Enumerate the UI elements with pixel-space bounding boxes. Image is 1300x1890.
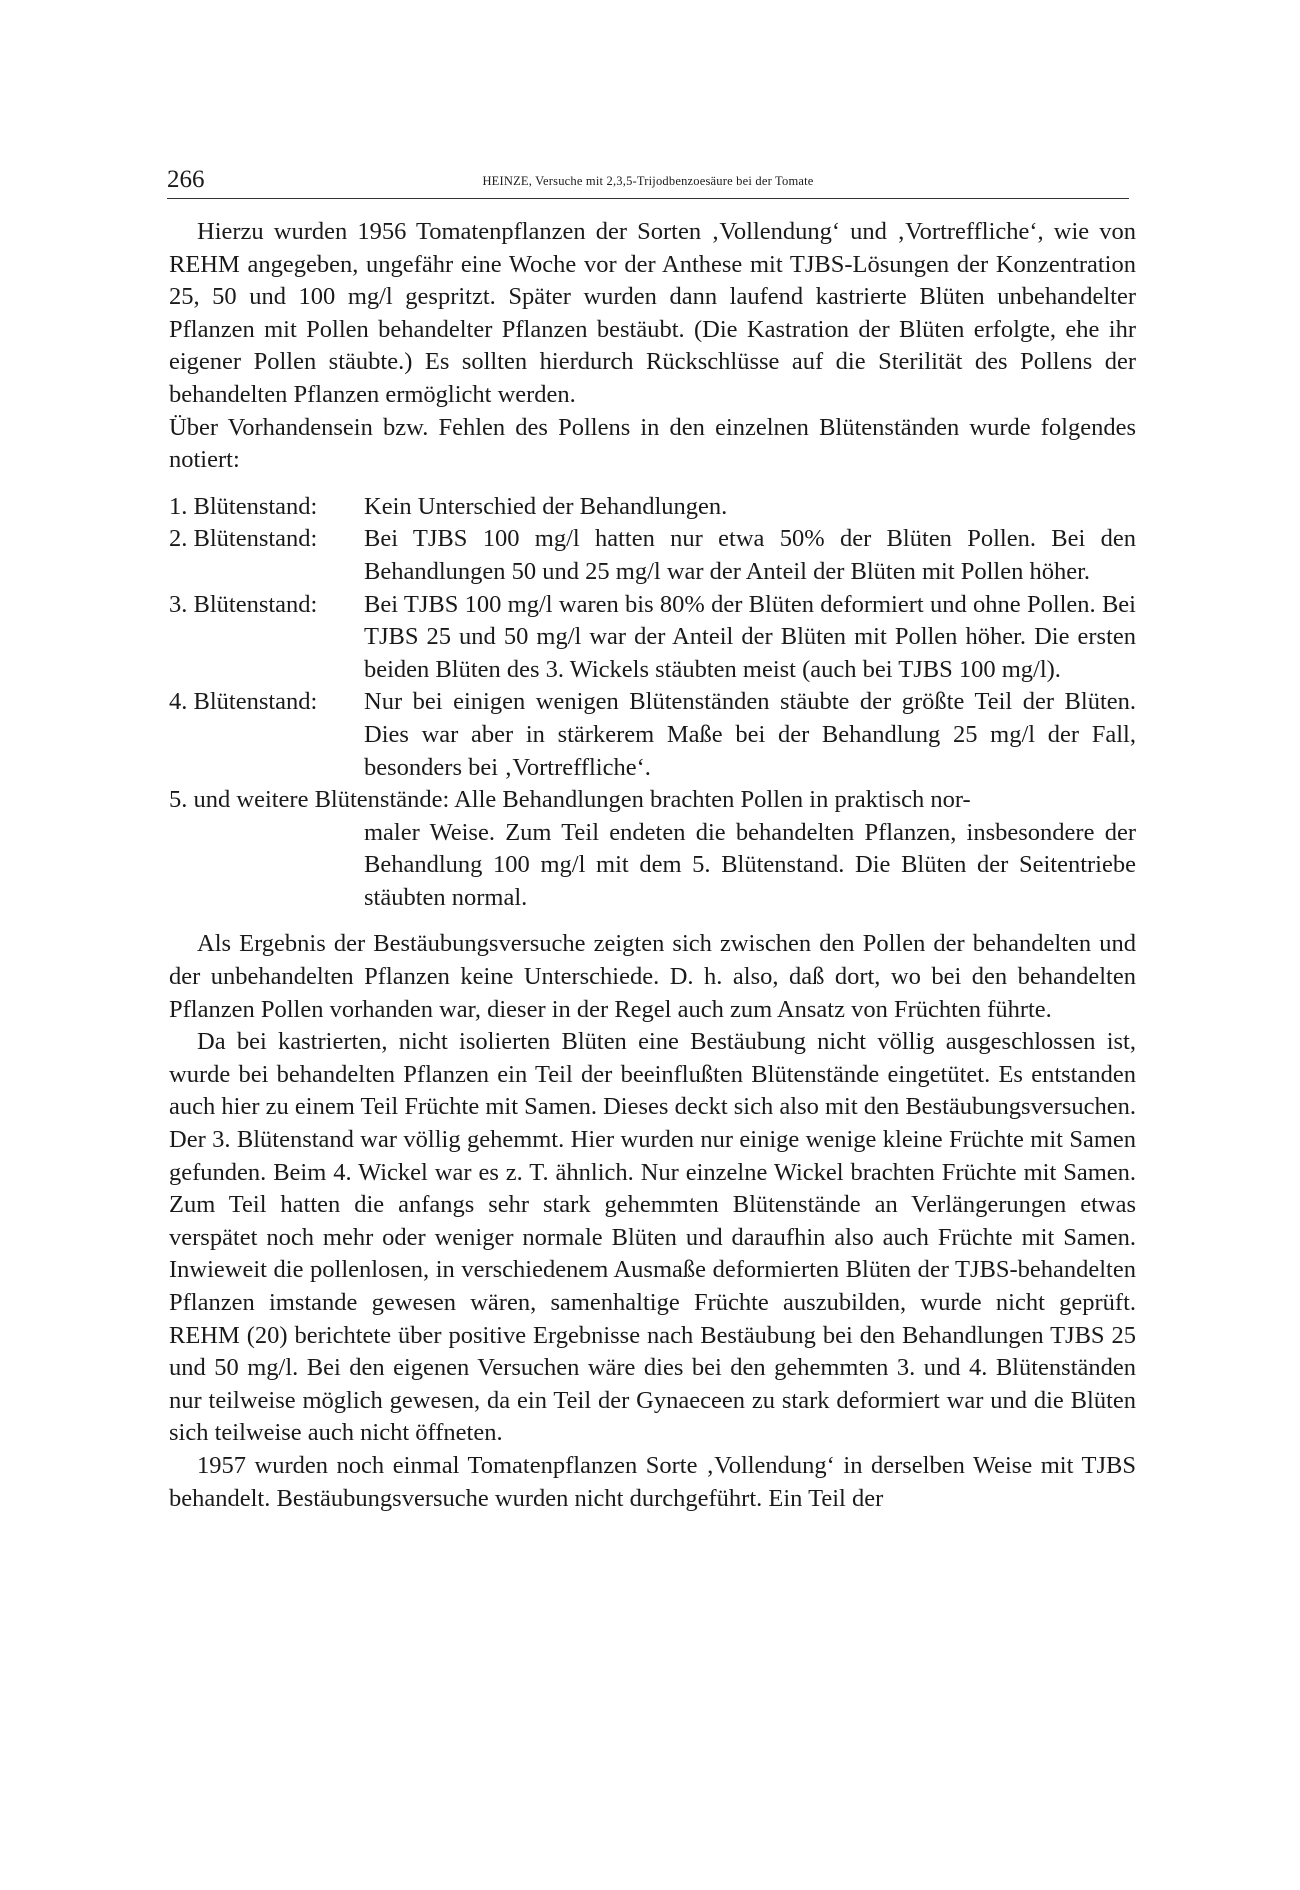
paragraph-results-2: Da bei kastrierten, nicht isolierten Blüten eine Bestäubung nicht völlig ausgeschlossen ist, wurde bei behandelten Pflanzen ein Teil der beeinflußten Blütenstände eingetütet. Es entstanden auch hier zu einem Teil Früchte mit Samen. Dieses deckt sich also mit den Bestäubungsversuchen. Der 3. Blütenstand war völlig gehemmt. Hier wurden nur einige wenige kleine Früchte mit Samen gefunden. Beim 4. Wickel war es z. T. ähnlich. Nur einzelne Wickel brachten Früchte mit Samen. Zum Teil hatten die anfangs sehr stark gehemmten Blütenstände an Verlängerungen etwas verspätet noch mehr oder weniger normale Blüten und daraufhin also auch Früchte mit Samen. Inwieweit die pollenlosen, in verschiedenem Ausmaße deformierten Blüten der TJBS-behandelten Pflanzen imstande gewesen wären, samenhaltige Früchte auszubilden, wurde nicht geprüft. REHM (20) berichtete über positive Ergebnisse nach Bestäubung bei den Behandlungen TJBS 25 und 50 mg/l. Bei den eigenen Versuchen wäre dies bei den gehemmten 3. und 4. Blütenständen nur teilweise möglich gewesen, da ein Teil der Gynaeceen zu stark deformiert war und die Blüten sich teilweise auch nicht öffneten. bbox=[169, 1028, 1136, 1447]
observation-item bbox=[169, 491, 1136, 524]
observation-text: Bei TJBS 100 mg/l hatten nur etwa 50% der Blüten Pollen. Bei den Behandlungen 50 und 25 mg/l war der Anteil der Blüten mit Pollen höher. bbox=[364, 525, 1136, 585]
running-head: HEINZE, Versuche mit 2,3,5-Trijodbenzoesäure bei der Tomate bbox=[482, 174, 814, 188]
page-header bbox=[167, 166, 1129, 199]
observation-item-5 bbox=[169, 784, 1136, 914]
observation-text: Kein Unterschied der Behandlungen. bbox=[364, 492, 728, 520]
paragraph-results-3: 1957 wurden noch einmal Tomatenpflanzen Sorte ‚Vollendung‘ in derselben Weise mit TJBS behandelt. Bestäubungsversuche wurden nicht durchgeführt. Ein Teil der bbox=[169, 1451, 1136, 1512]
observation-text: Nur bei einigen wenigen Blütenständen stäubte der größte Teil der Blüten. Dies war aber in stärkerem Maße bei der Behandlung 25 mg/l der Fall, besonders bei ‚Vortreffliche‘. bbox=[364, 688, 1136, 781]
observation-text: Bei TJBS 100 mg/l waren bis 80% der Blüten deformiert und ohne Pollen. Bei TJBS 25 und 50 mg/l war der Anteil der Blüten mit Pollen höher. Die ersten beiden Blüten des 3. Wickels stäubten meist (auch bei TJBS 100 mg/l). bbox=[364, 590, 1136, 683]
observation-item bbox=[169, 523, 1136, 588]
page-number: 266 bbox=[167, 166, 205, 193]
observation-label: 1. Blütenstand: bbox=[169, 492, 318, 520]
observation-label: 4. Blütenstand: bbox=[169, 688, 318, 716]
paragraph-intro-2: Über Vorhandensein bzw. Fehlen des Pollens in den einzelnen Blütenständen wurde folgendes notiert: bbox=[169, 413, 1136, 474]
observation-list bbox=[169, 491, 1136, 915]
observation-item bbox=[169, 589, 1136, 687]
paragraph-intro-1: Hierzu wurden 1956 Tomatenpflanzen der Sorten ‚Vollendung‘ und ‚Vortreffliche‘, wie von REHM angegeben, ungefähr eine Woche vor der Anthese mit TJBS-Lösungen der Konzentration 25, 50 und 100 mg/l gespritzt. Später wurden dann laufend kastrierte Blüten unbehandelter Pflanzen mit Pollen behandelter Pflanzen bestäubt. (Die Kastration der Blüten erfolgte, ehe ihr eigener Pollen stäubte.) Es sollten hierdurch Rückschlüsse auf die Sterilität des Pollens der behandelten Pflanzen ermöglicht werden. bbox=[169, 218, 1136, 408]
observation-5-label: 5. und weitere Blütenstände: bbox=[169, 786, 450, 814]
observation-5-continuation: maler Weise. Zum Teil endeten die behandelten Pflanzen, insbesondere der Behandlung 100 mg/l mit dem 5. Blütenstand. Die Blüten der Seitentriebe stäubten normal. bbox=[364, 818, 1136, 911]
observation-label: 3. Blütenstand: bbox=[169, 590, 318, 618]
observation-label: 2. Blütenstand: bbox=[169, 525, 318, 553]
body-text bbox=[169, 216, 1136, 1515]
observation-5-first-line bbox=[169, 784, 1136, 817]
paragraph-results-1: Als Ergebnis der Bestäubungsversuche zeigten sich zwischen den Pollen der behandelten und der unbehandelten Pflanzen keine Unterschiede. D. h. also, daß dort, wo bei den behandelten Pflanzen Pollen vorhanden war, dieser in der Regel auch zum Ansatz von Früchten führte. bbox=[169, 930, 1136, 1023]
observation-5-text-start: Alle Behandlungen brachten Pollen in praktisch nor- bbox=[454, 786, 971, 814]
observation-item bbox=[169, 686, 1136, 784]
